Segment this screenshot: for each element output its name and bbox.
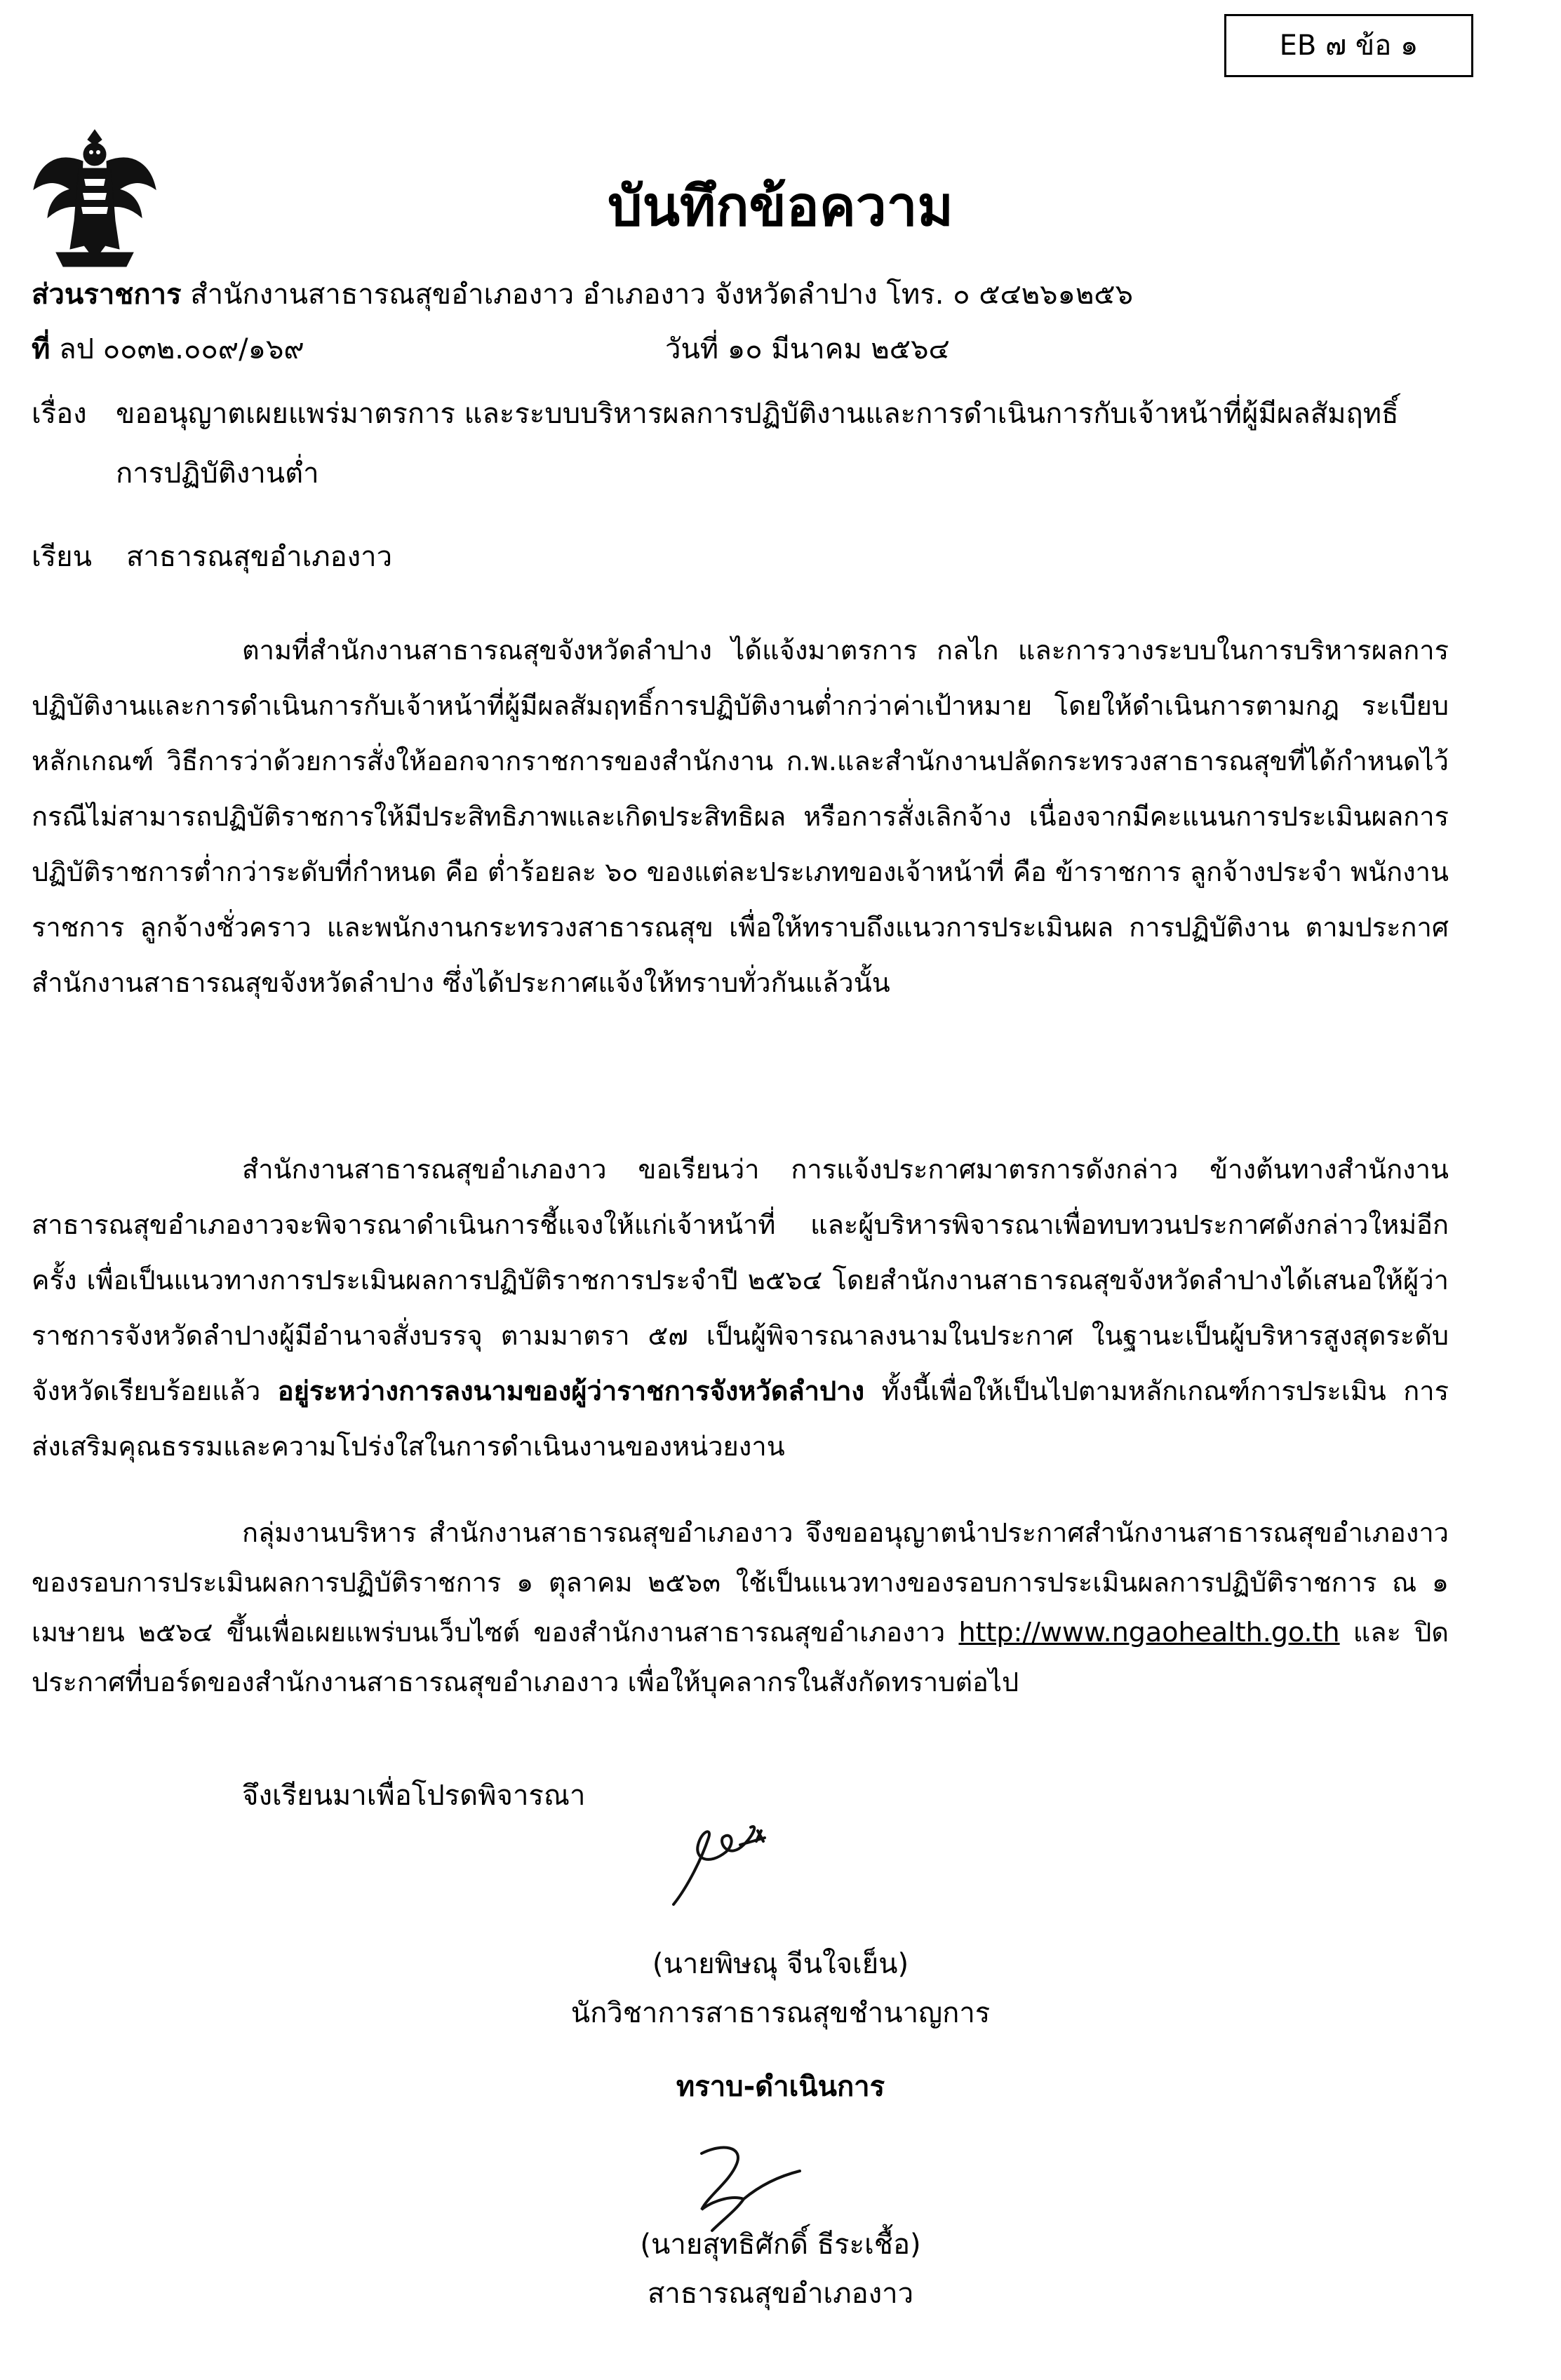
approval-text: ทราบ-ดำเนินการ: [676, 2071, 885, 2103]
closing-line: จึงเรียนมาเพื่อโปรดพิจารณา: [242, 1780, 586, 1812]
date-label: วันที่: [665, 333, 719, 365]
signer-2-name: (นายสุทธิศักดิ์ ธีระเชื้อ): [640, 2228, 921, 2261]
reference-label: ที่: [32, 333, 51, 365]
reference-line: [32, 328, 304, 370]
signer-2-position: สาธารณสุขอำเภองาว: [647, 2278, 914, 2310]
signature-1-image: [659, 1810, 800, 1915]
paragraph-3-text-a: กลุ่มงานบริหาร สำนักงานสาธารณสุขอำเภองาว จึงขออนุญาตนำประกาศสำนักงานสาธารณสุขอำเภองาว ของรอบการประเมินผลการปฏิบัติราชการ ๑ ตุลาคม ๒๕๖๓ ใช้เป็นแนวทางของรอบการประเมินผลการปฏิบัติราชการ ณ ๑ เมษายน ๒๕๖๔ ขึ้นเพื่อเผยแพร่บนเว็บไซต์ ของสำนักงานสาธารณสุขอำเภองาว: [32, 1517, 1449, 1648]
department-line: [32, 274, 1133, 316]
recipient-label: เรียน: [32, 541, 92, 573]
department-label: ส่วนราชการ: [32, 278, 182, 311]
document-title: บันทึกข้อความ: [608, 175, 953, 238]
date-line: [665, 328, 950, 370]
signer-1-position: นักวิชาการสาธารณสุขชำนาญการ: [570, 1997, 991, 2029]
paragraph-3-text-b: และ ปิดประกาศที่บอร์ดของสำนักงานสาธารณสุขอำเภองาว เพื่อให้บุคลากรในสังกัดทราบต่อไป: [32, 1617, 1449, 1697]
paragraph-2-bold-text: อยู่ระหว่างการลงนามของผู้ว่าราชการจังหวัดลำปาง: [277, 1376, 865, 1406]
paragraph-2-text-a: สำนักงานสาธารณสุขอำเภองาว ขอเรียนว่า การแจ้งประกาศมาตรการดังกล่าว ข้างต้นทางสำนักงานสาธารณสุขอำเภองาวจะพิจารณาดำเนินการชี้แจงให้แก่เจ้าหน้าที่ และผู้บริหารพิจารณาเพื่อทบทวนประกาศดังกล่าวใหม่อีกครั้ง เพื่อเป็นแนวทางการประเมินผลการปฏิบัติราชการประจำปี ๒๕๖๔ โดยสำนักงานสาธารณสุขจังหวัดลำปางได้เสนอให้ผู้ว่าราชการจังหวัดลำปางผู้มีอำนาจสั่งบรรจุ ตามมาตรา ๕๗ เป็นผู้พิจารณาลงนามในประกาศ ในฐานะเป็นผู้บริหารสูงสุดระดับจังหวัดเรียบร้อยแล้ว: [32, 1154, 1449, 1406]
department-value: สำนักงานสาธารณสุขอำเภองาว อำเภองาว จังหวัดลำปาง โทร. ๐ ๕๔๒๖๑๒๕๖: [190, 278, 1133, 311]
paragraph-2-text-b: ทั้งนี้เพื่อให้เป็นไปตามหลักเกณฑ์การประเมิน การส่งเสริมคุณธรรมและความโปร่งใสในการดำเนินงานของหน่วยงาน: [32, 1376, 1449, 1462]
date-value: ๑๐ มีนาคม ๒๕๖๔: [727, 333, 950, 365]
signer-1-name: (นายพิษณุ จีนใจเย็น): [652, 1948, 909, 1980]
subject-label: เรื่อง: [32, 398, 87, 430]
body-paragraph-2: [32, 1142, 1449, 1474]
signature-2-image: [674, 2132, 814, 2238]
subject-line-1: ขออนุญาตเผยแพร่มาตรการ และระบบบริหารผลการปฏิบัติงานและการดำเนินการกับเจ้าหน้าที่ผู้มีผลสัมฤทธิ์: [116, 398, 1399, 430]
document-code-box: EB ๗ ข้อ ๑: [1224, 14, 1473, 77]
body-paragraph-1: ตามที่สำนักงานสาธารณสุขจังหวัดลำปาง ได้แจ้งมาตรการ กลไก และการวางระบบในการบริหารผลการปฏิบัติงานและการดำเนินการกับเจ้าหน้าที่ผู้มีผลสัมฤทธิ์การปฏิบัติงานต่ำกว่าค่าเป้าหมาย โดยให้ดำเนินการตามกฎ ระเบียบ หลักเกณฑ์ วิธีการว่าด้วยการสั่งให้ออกจากราชการของสำนักงาน ก.พ.และสำนักงานปลัดกระทรวงสาธารณสุขที่ได้กำหนดไว้ กรณีไม่สามารถปฏิบัติราชการให้มีประสิทธิภาพและเกิดประสิทธิผล หรือการสั่งเลิกจ้าง เนื่องจากมีคะแนนการประเมินผลการปฏิบัติราชการต่ำกว่าระดับที่กำหนด คือ ต่ำร้อยละ ๖๐ ของแต่ละประเภทของเจ้าหน้าที่ คือ ข้าราชการ ลูกจ้างประจำ พนักงานราชการ ลูกจ้างชั่วคราว และพนักงานกระทรวงสาธารณสุข เพื่อให้ทราบถึงแนวการประเมินผล การปฏิบัติงาน ตามประกาศสำนักงานสาธารณสุขจังหวัดลำปาง ซึ่งได้ประกาศแจ้งให้ทราบทั่วกันแล้วนั้น: [32, 635, 1449, 998]
recipient-value: สาธารณสุขอำเภองาว: [126, 541, 393, 573]
website-link[interactable]: http://www.ngaohealth.go.th: [958, 1617, 1340, 1648]
reference-value: ลป ๐๐๓๒.๐๐๙/๑๖๙: [59, 333, 304, 365]
body-paragraph-3: [32, 1508, 1449, 1707]
subject-line-2: การปฏิบัติงานต่ำ: [116, 457, 319, 490]
